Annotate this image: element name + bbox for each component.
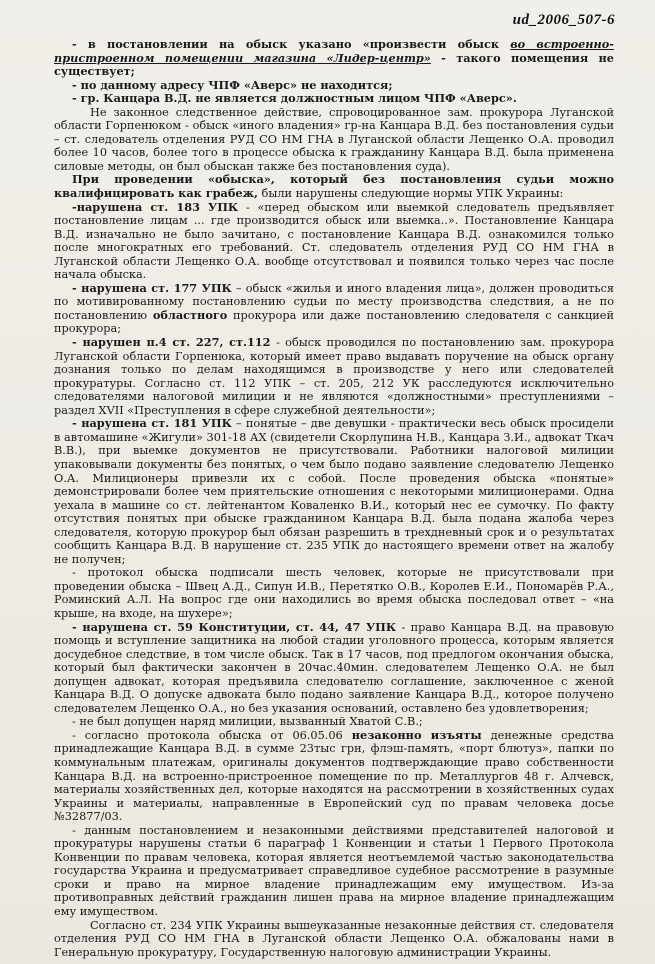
body-text: - согласно протокола обыска от 06.05.06 [72, 728, 352, 742]
bold-text: - такого помещения не существует; [54, 50, 614, 79]
bold-text: - гр. Канцара В.Д. не является должностным лицом ЧПФ «Аверс». [72, 91, 517, 106]
body-text: - право Канцара В.Д. на правовую помощь и вступление защитника на любой стадии уголовного процесса, которым является досудебное следствие, в том числе обыск. Так в 17 часов, под предлогом окончания обыска, который был фактически закончен в 20час.40мин. следователем Лещенко О.А. не был допущен адвокат, которая предъявила следователю соглашение, заключенное с женой Канцара В.Д. О допуске адвоката было подано заявление Канцара В.Д., которое получено следователем Лещенко О.А., но без указания оснований, оставлено без удовлетворения; [54, 620, 614, 715]
paragraph-6 [54, 201, 614, 282]
body-text: - протокол обыска подписали шесть человек, которые не присутствовали при проведении обыска – Швец А.Д., Сипун И.В., Перетятко О.В., Королев Е.И., Пономарёв Р.А., Роминский А.Л. На вопрос где они находились во время обыска последовал ответ – «на крыше, на входе, на шухере»; [54, 566, 614, 620]
body-text: Не законное следственное действие, спровоцированное зам. прокурора Луганской области Горпенюком - обыск «иного владения» гр-на Канцара В.Д. без постановления судьи – ст. следователь отделения РУД СО НМ ГНА в Луганской области Лещенко О.А. проводил более 10 часов, более того в процессе обыска к гражданину Канцара В.Д. была применена силовые методы, он был обыскан также без постановления суда). [54, 105, 614, 173]
body-text: Согласно ст. 234 УПК Украины вышеуказанные незаконные действия ст. следователя отделения РУД СО НМ ГНА в Луганской области Лещенко О.А. обжалованы нами в Генеральную прокуратуру, Государственную налоговую администрации Украины. [54, 918, 614, 959]
paragraph-11 [54, 621, 614, 716]
paragraph-10 [54, 566, 614, 620]
paragraph-3 [54, 92, 614, 106]
paragraph-4 [54, 106, 614, 174]
body-text: – понятые – две девушки - практически весь обыск просидели в автомашине «Жигули» 301-18 АХ (свидетели Скорлупина Н.В., Канцара З.И., адвокат Ткач В.В.), при выемке документов не присутствовали. Работники налоговой милиции упаковывали документы без понятых, о чем было подано заявление следователю Лещенко О.А. Милиционеры привезли их с собой. После проведения обыска «понятые» демонстрировали более чем приятельские отношения с некоторыми милиционерами. Одна уехала в машине со ст. лейтенантом Коваленко В.И., который нес ее сумочку. По факту отсутствия понятых при обыске гражданином Канцара В.Д. была подана жалоба через следователя, которую прокурор был обязан разрешить в трехдневный срок и о результатах сообщить Канцара В.Д. В нарушение ст. 235 УПК до настоящего времени ответ на жалобу не получен; [54, 417, 615, 566]
bold-text: областного [152, 307, 228, 322]
paragraph-12 [54, 715, 614, 729]
bold-text: - по данному адресу ЧПФ «Аверс» не находится; [72, 77, 393, 92]
bold-text: - в постановлении на обыск указано «произвести обыск [72, 37, 511, 51]
bold-text: - нарушена ст. 59 Конституции, ст. 44, 47 УПК [72, 619, 397, 634]
paragraph-1 [54, 38, 614, 79]
paragraph-13 [54, 729, 614, 824]
body-text: – обыск «жилья и иного владения лица», должен проводиться по мотивированному постановлению судьи по месту производства следствия, а не по постановлению [54, 281, 615, 322]
bold-text: незаконно изъяты [351, 727, 482, 742]
bold-text: -нарушена ст. 183 УПК [72, 199, 239, 214]
underlined-text: во встроенно-пристроенном помещении магазина «Лидер-центр» [54, 37, 614, 65]
paragraph-8 [54, 336, 614, 417]
body-text: - не был допущен наряд милиции, вызванный Хватой С.В.; [72, 715, 423, 729]
paragraph-2 [54, 79, 614, 93]
body-text: - данным постановлением и незаконными действиями представителей налоговой и прокуратуры нарушены статьи 6 параграф 1 Конвенции и статьи 1 Первого Протокола Конвенции по правам человека, которая является неотъемлемой частью законодательства государства Украина и предусматривает справедливое судебное рассмотрение в разумные сроки и право на мирное владение принадлежащим ему имуществом. Из-за противоправных действий гражданин лишен права на мирное владение принадлежащим ему имуществом. [54, 823, 614, 918]
document-id: ud_2006_507-6 [512, 12, 615, 28]
bold-text: - нарушена ст. 177 УПК [72, 280, 232, 295]
document-body [54, 38, 614, 959]
bold-text: - нарушен п.4 ст. 227, ст.112 [72, 335, 271, 350]
paragraph-14 [54, 824, 614, 919]
paragraph-5 [54, 173, 614, 200]
body-text: денежные средства принадлежащие Канцара В.Д. в сумме 23тыс грн, флэш-память, «порт блютуз», папки по коммунальным платежам, оригиналы документов подтверждающие право собственности Канцара В.Д. на встроенно-пристроенное помещение по пр. Металлургов 48 г. Алчевск, материалы хозяйственных дел, которые находятся на рассмотрении в хозяйственных судах Украины и материалы, направленные в Европейский суд по правам человека досье №32877/03. [54, 728, 615, 824]
bold-text: При проведении «обыска», который без постановления судьи можно квалифицировать как грабеж, [54, 172, 614, 201]
paragraph-15 [54, 919, 614, 960]
paragraph-7 [54, 282, 614, 336]
bold-text: - нарушена ст. 181 УПК [72, 416, 232, 431]
paragraph-9 [54, 417, 614, 566]
body-text: были нарушены следующие нормы УПК Украины: [257, 187, 564, 201]
body-text: прокурора или даже постановлению следователя с санкцией прокурора; [54, 308, 614, 336]
body-text: - «перед обыском или выемкой следователь предъявляет постановление лицам ... где производится обыск или выемка..». Постановление Канцара В.Д. изначально не было зачитано, с постановление Канцара В.Д. ознакомился только после многократных его требований. Ст. следователь отделения РУД СО НМ ГНА в Луганской области Лещенко О.А. вообще отсутствовал и появился только через час после начала обыска. [54, 200, 614, 282]
body-text: - обыск проводился по постановлению зам. прокурора Луганской области Горпенюка, который имеет право выдавать поручение на обыск органу дознания только по делам находящимся в производстве у него или следователей прокуратуры. Согласно ст. 112 УПК – ст. 205, 212 УК расследуются исключительно следователями налоговой милиции и не являются «должностными» преступлениями – раздел XVII «Преступления в сфере служебной деятельности»; [54, 336, 614, 417]
